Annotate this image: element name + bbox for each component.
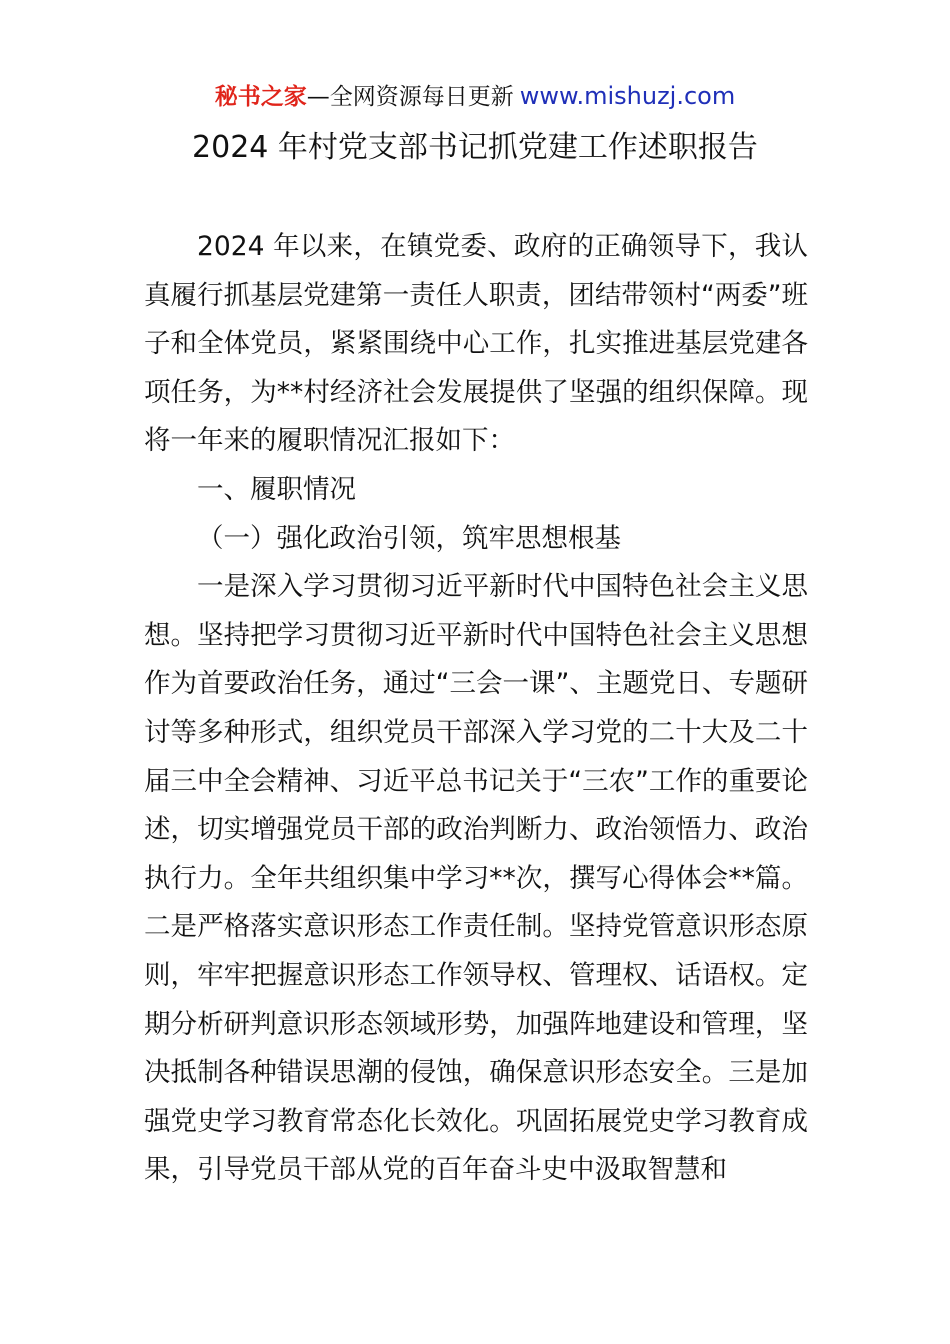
- site-header: [0, 80, 950, 113]
- brand-name: 秘书之家: [214, 84, 307, 110]
- intro-paragraph: 2024 年以来，在镇党委、政府的正确领导下，我认真履行抓基层党建第一责任人职责，团结带领村“两委”班子和全体党员，紧紧围绕中心工作，扎实推进基层党建各项任务，为**村经济社会发展提供了坚强的组织保障。现将一年来的履职情况汇报如下：: [144, 231, 808, 457]
- document-body: [144, 223, 808, 1195]
- section-heading: 一、履职情况: [197, 473, 356, 505]
- body-paragraph: 一是深入学习贯彻习近平新时代中国特色社会主义思想。坚持把学习贯彻习近平新时代中国特色社会主义思想作为首要政治任务，通过“三会一课”、主题党日、专题研讨等多种形式，组织党员干部深入学习党的二十大及二十届三中全会精神、习近平总书记关于“三农”工作的重要论述，切实增强党员干部的政治判断力、政治领悟力、政治执行力。全年共组织集中学习**次，撰写心得体会**篇。二是严格落实意识形态工作责任制。坚持党管意识形态原则，牢牢把握意识形态工作领导权、管理权、话语权。定期分析研判意识形态领域形势，加强阵地建设和管理，坚决抵制各种错误思潮的侵蚀，确保意识形态安全。三是加强党史学习教育常态化长效化。巩固拓展党史学习教育成果，引导党员干部从党的百年奋斗史中汲取智慧和: [144, 571, 808, 1186]
- site-url-link[interactable]: www.mishuzj.com: [519, 82, 736, 110]
- header-tagline: —全网资源每日更新: [306, 84, 514, 110]
- subsection-heading: （一）强化政治引领，筑牢思想根基: [197, 522, 621, 554]
- document-title: 2024 年村党支部书记抓党建工作述职报告: [192, 130, 758, 165]
